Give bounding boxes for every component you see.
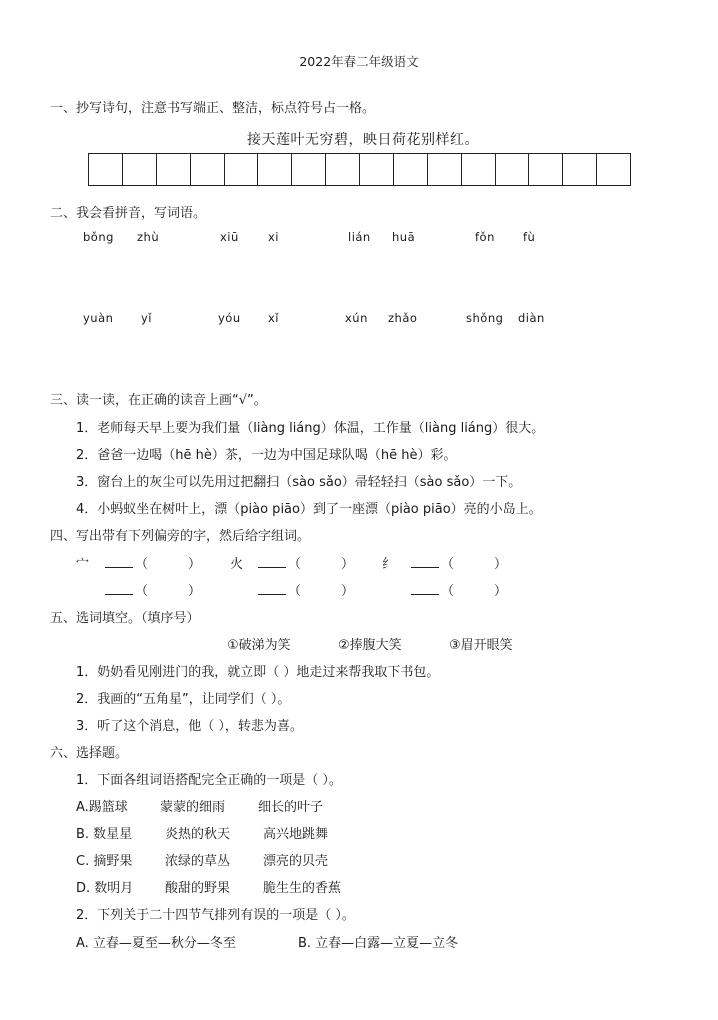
pinyin-word: fù xyxy=(523,230,536,244)
pinyin-word: xi xyxy=(268,230,280,244)
word-blank-6[interactable]: （ ） xyxy=(411,580,507,599)
pinyin-word: lián xyxy=(348,230,371,244)
q1-option-c-1: C. 摘野果 xyxy=(76,854,133,869)
option-2: ②捧腹大笑 xyxy=(338,638,402,653)
grid-cell[interactable] xyxy=(428,154,462,185)
q1-option-d-3: 脆生生的香蕉 xyxy=(263,881,342,896)
grid-cell[interactable] xyxy=(360,154,394,185)
option-3: ③眉开眼笑 xyxy=(449,638,513,653)
pinyin-word: yuàn xyxy=(83,311,114,325)
pinyin-word: xún xyxy=(345,311,368,325)
word-blank-4[interactable]: （ ） xyxy=(105,580,201,599)
grid-cell[interactable] xyxy=(225,154,259,185)
pinyin-word: yǐ xyxy=(141,311,153,325)
q1-option-b-1: B. 数星星 xyxy=(76,827,133,842)
q2-option-a: A. 立春—夏至—秋分—冬至 xyxy=(76,936,236,951)
pinyin-word: bǒng xyxy=(83,230,114,244)
s5-item-3: 3．听了这个消息，他（ ），转悲为喜。 xyxy=(76,719,303,734)
pinyin-word: xǐ xyxy=(268,311,280,325)
q1-option-c-3: 漂亮的贝壳 xyxy=(263,854,329,869)
word-blank-1[interactable]: （ ） xyxy=(105,553,201,572)
q1-option-b-3: 高兴地跳舞 xyxy=(263,827,329,842)
q1-option-a-1: A.踢篮球 xyxy=(76,800,128,815)
s6-question-1: 1．下面各组词语搭配完全正确的一项是（ ）。 xyxy=(76,773,342,788)
q1-option-a-3: 细长的叶子 xyxy=(258,800,324,815)
grid-cell[interactable] xyxy=(123,154,157,185)
pinyin-word: zhǎo xyxy=(388,311,418,325)
option-1: ①破涕为笑 xyxy=(227,638,291,653)
q1-option-d-2: 酸甜的野果 xyxy=(165,881,231,896)
radical-2: 火 xyxy=(230,557,244,572)
grid-cell[interactable] xyxy=(394,154,428,185)
pinyin-word: diàn xyxy=(518,311,545,325)
radical-1: 宀 xyxy=(76,557,90,572)
s3-item-2: 2．爸爸一边喝（hē hè）茶，一边为中国足球队喝（hē hè）彩。 xyxy=(76,448,457,463)
s5-item-2: 2．我画的“五角星”，让同学们（ ）。 xyxy=(76,692,291,707)
section-3-heading: 三、读一读，在正确的读音上画“√”。 xyxy=(50,393,267,408)
writing-grid[interactable] xyxy=(88,153,631,186)
q1-option-d-1: D. 数明月 xyxy=(76,881,134,896)
grid-cell[interactable] xyxy=(529,154,563,185)
poem-line: 接天莲叶无穷碧，映日荷花别样红。 xyxy=(247,132,479,148)
section-1-heading: 一、抄写诗句，注意书写端正、整洁，标点符号占一格。 xyxy=(50,101,376,116)
section-2-heading: 二、我会看拼音，写词语。 xyxy=(50,206,207,221)
grid-cell[interactable] xyxy=(326,154,360,185)
s5-item-1: 1．奶奶看见刚进门的我，就立即（ ）地走过来帮我取下书包。 xyxy=(76,665,440,680)
q1-option-a-2: 蒙蒙的细雨 xyxy=(160,800,226,815)
grid-cell[interactable] xyxy=(496,154,530,185)
s3-item-3: 3．窗台上的灰尘可以先用过把翻扫（sào sǎo）帚轻轻扫（sào sǎo）一下。 xyxy=(76,475,522,490)
grid-cell[interactable] xyxy=(292,154,326,185)
q1-option-c-2: 浓绿的草丛 xyxy=(165,854,231,869)
pinyin-word: yóu xyxy=(218,311,241,325)
word-blank-3[interactable]: （ ） xyxy=(411,553,507,572)
section-6-heading: 六、选择题。 xyxy=(50,746,129,761)
radical-3: 纟 xyxy=(382,557,396,572)
q1-option-b-2: 炎热的秋天 xyxy=(165,827,231,842)
pinyin-word: zhù xyxy=(137,230,160,244)
q2-option-b: B. 立春—白露—立夏—立冬 xyxy=(298,936,459,951)
s3-item-4: 4．小蚂蚁坐在树叶上，漂（piào piāo）到了一座漂（piào piāo）亮的小岛上。 xyxy=(76,502,542,517)
section-4-heading: 四、写出带有下列偏旁的字，然后给字组词。 xyxy=(50,529,311,544)
section-5-heading: 五、选词填空。（填序号） xyxy=(50,611,200,626)
word-blank-5[interactable]: （ ） xyxy=(258,580,354,599)
s3-item-1: 1．老师每天早上要为我们量（liàng liáng）体温，工作量（liàng liáng）很大。 xyxy=(76,421,545,436)
pinyin-word: xiū xyxy=(220,230,239,244)
grid-cell[interactable] xyxy=(157,154,191,185)
grid-cell[interactable] xyxy=(597,154,630,185)
s6-question-2: 2．下列关于二十四节气排列有误的一项是（ ）。 xyxy=(76,908,355,923)
grid-cell[interactable] xyxy=(462,154,496,185)
grid-cell[interactable] xyxy=(89,154,123,185)
grid-cell[interactable] xyxy=(258,154,292,185)
grid-cell[interactable] xyxy=(563,154,597,185)
grid-cell[interactable] xyxy=(191,154,225,185)
pinyin-word: huā xyxy=(392,230,416,244)
pinyin-word: shǒng xyxy=(466,311,504,325)
pinyin-word: fǒn xyxy=(475,230,495,244)
word-blank-2[interactable]: （ ） xyxy=(258,553,354,572)
page-title: 2022年春二年级语文 xyxy=(299,54,419,69)
